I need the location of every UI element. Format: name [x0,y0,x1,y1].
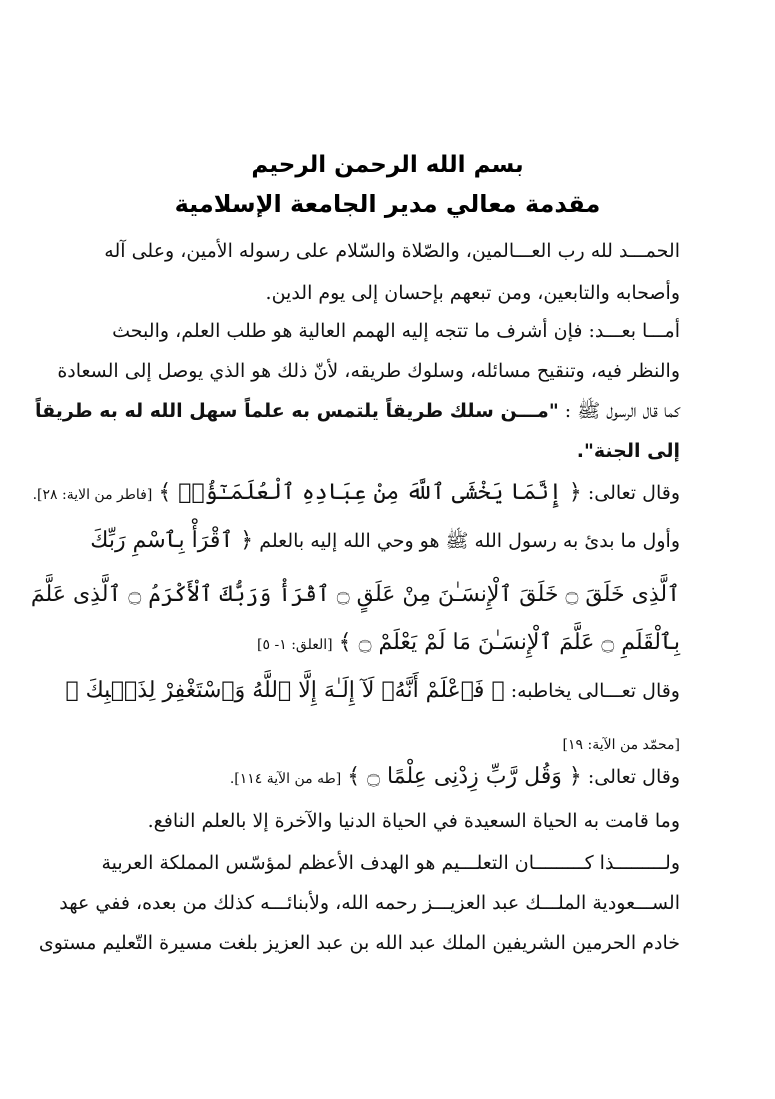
verse-reference: [فاطر من الاية: ٢٨]. [32,487,153,503]
quran-verse: بِٱلْقَلَمِ ۝ عَلَّمَ ٱلْإِنسَـٰنَ مَا لَمْ يَعْلَمْ ۝ ﴾ [338,630,680,655]
text-line: وأصحابه والتابعين، ومن تبعهم بإحسان إلى يوم الدين. [265,282,680,304]
verse-reference: [طه من الآية ١١٤]. [229,771,342,787]
text-line: خادم الحرمين الشريفين الملك عبد الله بن عبد العزيز بلغت مسيرة التّعليم مستوى [38,932,680,954]
text-span: كما قال الرسول ﷺ : [564,400,680,422]
text-line: وما قامت به الحياة السعيدة في الحياة الدنيا والآخرة إلا بالعلم النافع. [147,810,680,832]
hadith-text: "مـــن سلك طريقاً يلتمس به علماً سهل الله له به طريقاً [34,400,559,422]
verse-line [128,762,680,796]
text-span: وقال تعالى: [587,482,680,504]
hadith-line [34,396,680,430]
text-line: ولـــــــــذا كـــــــــان التعلـــيم هو الهدف الأعظم لمؤسّس المملكة العربية [101,852,680,874]
text-line: الحمـــد لله رب العـــالمين، والصّلاة والسّلام على رسوله الأمين، وعلى آله [104,240,680,262]
text-line: أمـــا بعـــد: فإن أشرف ما تتجه إليه الهمم العالية هو طلب العلم، والبحث [112,320,680,342]
basmala-heading: بسم الله الرحمن الرحيم [251,152,524,178]
quran-verse: ﴿ إِنَّمَا يَخْشَى ٱللَّهَ مِنْ عِبَادِهِ ٱلْعُلَمَـٰٓؤُا۟ ﴾ [158,480,582,505]
verse-line [32,478,680,512]
text-span: وقال تعـــالى يخاطبه: [510,680,680,702]
verse-line [90,526,680,560]
verse-reference: [العلق: ١- ٥] [257,637,333,653]
quran-verse: ﴿ وَقُل رَّبِّ زِدْنِى عِلْمًا ۝ ﴾ [347,764,582,789]
text-span: وقال تعالى: [587,766,680,788]
quran-verse: ٱلَّذِى خَلَقَ ۝ خَلَقَ ٱلْإِنسَـٰنَ مِنْ عَلَقٍ ۝ ٱقْرَأْ وَرَبُّكَ ٱلْأَكْرَمُ ۝ ٱلَّذِى عَلَّمَ [30,582,680,607]
text-line: والنظر فيه، وتنقيح مسائله، وسلوك طريقه، لأنّ ذلك هو الذي يوصل إلى السعادة [57,360,680,382]
quran-verse: ﴿ ٱقْرَأْ بِٱسْمِ رَبِّكَ [90,528,254,553]
verse-line [65,676,680,710]
verse-reference: [محمّد من الآية: ١٩] [562,737,680,753]
page-title: مقدمة معالي مدير الجامعة الإسلامية [174,190,601,218]
quran-verse: ﴿ فَٱعْلَمْ أَنَّهُۥ لَآ إِلَـٰهَ إِلَّا ٱللَّهُ وَٱسْتَغْفِرْ لِذَنۢبِكَ ﴾ [65,678,505,703]
hadith-text: إلى الجنة". [576,440,680,462]
text-span: وأول ما بدئ به رسول الله ﷺ هو وحي الله إليه بالعلم [259,530,680,552]
text-line: الســـعودية الملـــك عبد العزيـــز رحمه الله، ولأبنائـــه كذلك من بعده، ففي عهد [59,892,680,914]
verse-line [85,628,680,662]
